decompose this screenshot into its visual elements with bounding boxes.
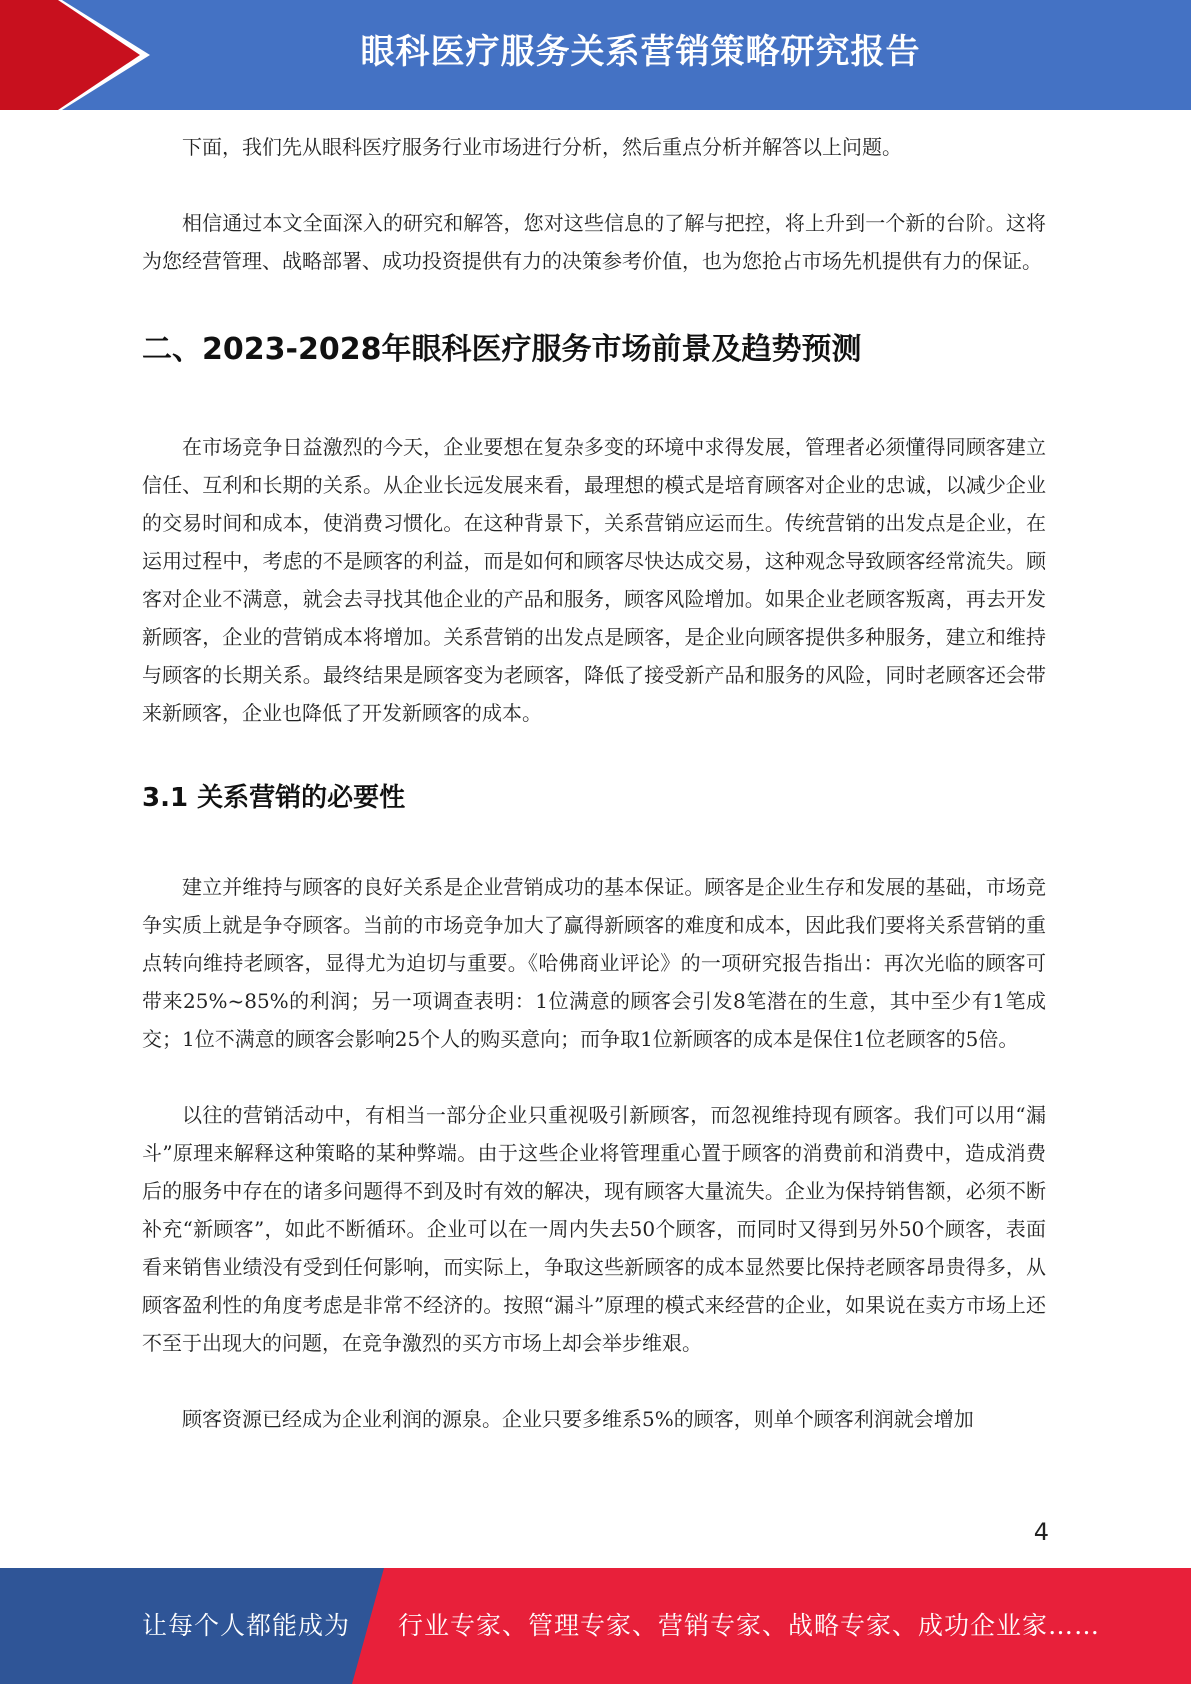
- footer-slogan-right: 行业专家、管理专家、营销专家、战略专家、成功企业家……: [398, 1611, 1101, 1640]
- section-2-heading: 二、2023-2028年眼科医疗服务市场前景及趋势预测: [142, 332, 862, 367]
- page-number: 4: [1033, 1518, 1049, 1546]
- page-footer: [0, 1568, 1191, 1684]
- intro-paragraph-2: 相信通过本文全面深入的研究和解答，您对这些信息的了解与把控，将上升到一个新的台阶。这将为您经营管理、战略部署、成功投资提供有力的决策参考价值，也为您抢占市场先机提供有力的保证。: [142, 211, 1046, 273]
- section-3-1-paragraph-2: 以往的营销活动中，有相当一部分企业只重视吸引新顾客，而忽视维持现有顾客。我们可以用“漏斗”原理来解释这种策略的某种弊端。由于这些企业将管理重心置于顾客的消费前和消费中，造成消费后的服务中存在的诸多问题得不到及时有效的解决，现有顾客大量流失。企业为保持销售额，必须不断补充“新顾客”，如此不断循环。企业可以在一周内失去50个顾客，而同时又得到另外50个顾客，表面看来销售业绩没有受到任何影响，而实际上，争取这些新顾客的成本显然要比保持老顾客昂贵得多，从顾客盈利性的角度考虑是非常不经济的。按照“漏斗”原理的模式来经营的企业，如果说在卖方市场上还不至于出现大的问题，在竞争激烈的买方市场上却会举步维艰。: [142, 1103, 1046, 1355]
- section-2-paragraph: 在市场竞争日益激烈的今天，企业要想在复杂多变的环境中求得发展，管理者必须懂得同顾客建立信任、互利和长期的关系。从企业长远发展来看，最理想的模式是培育顾客对企业的忠诚，以减少企业的交易时间和成本，使消费习惯化。在这种背景下，关系营销应运而生。传统营销的出发点是企业，在运用过程中，考虑的不是顾客的利益，而是如何和顾客尽快达成交易，这种观念导致顾客经常流失。顾客对企业不满意，就会去寻找其他企业的产品和服务，顾客风险增加。如果企业老顾客叛离，再去开发新顾客，企业的营销成本将增加。关系营销的出发点是顾客，是企业向顾客提供多种服务，建立和维持与顾客的长期关系。最终结果是顾客变为老顾客，降低了接受新产品和服务的风险，同时老顾客还会带来新顾客，企业也降低了开发新顾客的成本。: [142, 435, 1046, 725]
- report-title: 眼科医疗服务关系营销策略研究报告: [360, 32, 921, 72]
- page-body: [142, 128, 1046, 1438]
- section-3-1-paragraph-3: 顾客资源已经成为企业利润的源泉。企业只要多维系5%的顾客，则单个顾客利润就会增加: [182, 1407, 974, 1431]
- page-header: [0, 0, 1191, 110]
- section-3-1-heading: 3.1 关系营销的必要性: [142, 783, 406, 813]
- footer-slogan-left: 让每个人都能成为: [142, 1611, 351, 1640]
- intro-paragraph-1: 下面，我们先从眼科医疗服务行业市场进行分析，然后重点分析并解答以上问题。: [182, 135, 902, 159]
- section-3-1-paragraph-1: 建立并维持与顾客的良好关系是企业营销成功的基本保证。顾客是企业生存和发展的基础，市场竞争实质上就是争夺顾客。当前的市场竞争加大了赢得新顾客的难度和成本，因此我们要将关系营销的重点转向维持老顾客，显得尤为迫切与重要。《哈佛商业评论》的一项研究报告指出：再次光临的顾客可带来25%~85%的利润；另一项调查表明：1位满意的顾客会引发8笔潜在的生意，其中至少有1笔成交；1位不满意的顾客会影响25个人的购买意向；而争取1位新顾客的成本是保住1位老顾客的5倍。: [142, 875, 1046, 1051]
- red-chevron-decoration: [0, 0, 160, 110]
